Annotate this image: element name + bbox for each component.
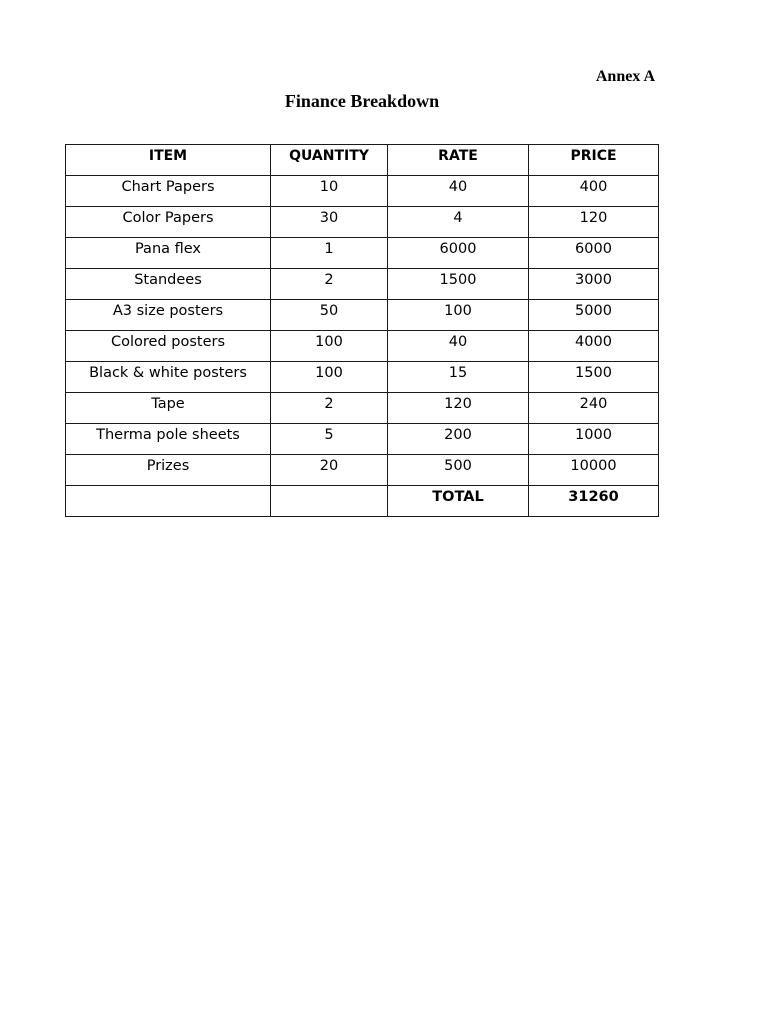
annex-label: Annex A: [595, 68, 655, 85]
table-row: [66, 238, 659, 269]
cell-quantity: 100: [271, 331, 388, 362]
column-header-rate: RATE: [388, 145, 529, 176]
cell-quantity: 1: [271, 238, 388, 269]
cell-quantity: 30: [271, 207, 388, 238]
cell-item: A3 size posters: [66, 300, 271, 331]
cell-quantity: 20: [271, 455, 388, 486]
column-header-quantity: QUANTITY: [271, 145, 388, 176]
cell-item: Standees: [66, 269, 271, 300]
cell-price: 10000: [529, 455, 659, 486]
table-row: [66, 424, 659, 455]
total-label: TOTAL: [388, 486, 529, 517]
cell-quantity: 2: [271, 269, 388, 300]
cell-price: 6000: [529, 238, 659, 269]
cell-price: 1500: [529, 362, 659, 393]
cell-rate: 200: [388, 424, 529, 455]
finance-table: [65, 144, 659, 517]
table-row: [66, 362, 659, 393]
cell-rate: 40: [388, 331, 529, 362]
cell-rate: 40: [388, 176, 529, 207]
column-header-price: PRICE: [529, 145, 659, 176]
cell-quantity: 50: [271, 300, 388, 331]
total-value: 31260: [529, 486, 659, 517]
cell-price: 120: [529, 207, 659, 238]
cell-price: 400: [529, 176, 659, 207]
table-row: [66, 331, 659, 362]
cell-item: Pana flex: [66, 238, 271, 269]
cell-item: Chart Papers: [66, 176, 271, 207]
cell-item: Tape: [66, 393, 271, 424]
cell-price: 3000: [529, 269, 659, 300]
table-row: [66, 176, 659, 207]
cell-item: Color Papers: [66, 207, 271, 238]
cell-price: 5000: [529, 300, 659, 331]
table-row: [66, 455, 659, 486]
cell-item: Colored posters: [66, 331, 271, 362]
cell-price: 1000: [529, 424, 659, 455]
cell-rate: 120: [388, 393, 529, 424]
cell-price: 240: [529, 393, 659, 424]
cell-quantity: 5: [271, 424, 388, 455]
cell-rate: 6000: [388, 238, 529, 269]
table-header-row: [66, 145, 659, 176]
cell-item: Black & white posters: [66, 362, 271, 393]
cell-empty: [271, 486, 388, 517]
cell-rate: 500: [388, 455, 529, 486]
cell-quantity: 2: [271, 393, 388, 424]
column-header-item: ITEM: [66, 145, 271, 176]
cell-rate: 15: [388, 362, 529, 393]
cell-price: 4000: [529, 331, 659, 362]
table-row: [66, 207, 659, 238]
cell-item: Therma pole sheets: [66, 424, 271, 455]
cell-rate: 1500: [388, 269, 529, 300]
table-row: [66, 393, 659, 424]
cell-rate: 100: [388, 300, 529, 331]
cell-quantity: 10: [271, 176, 388, 207]
table-row: [66, 300, 659, 331]
cell-item: Prizes: [66, 455, 271, 486]
cell-quantity: 100: [271, 362, 388, 393]
cell-rate: 4: [388, 207, 529, 238]
page-title: Finance Breakdown: [284, 91, 440, 111]
cell-empty: [66, 486, 271, 517]
table-row: [66, 269, 659, 300]
total-row: [66, 486, 659, 517]
